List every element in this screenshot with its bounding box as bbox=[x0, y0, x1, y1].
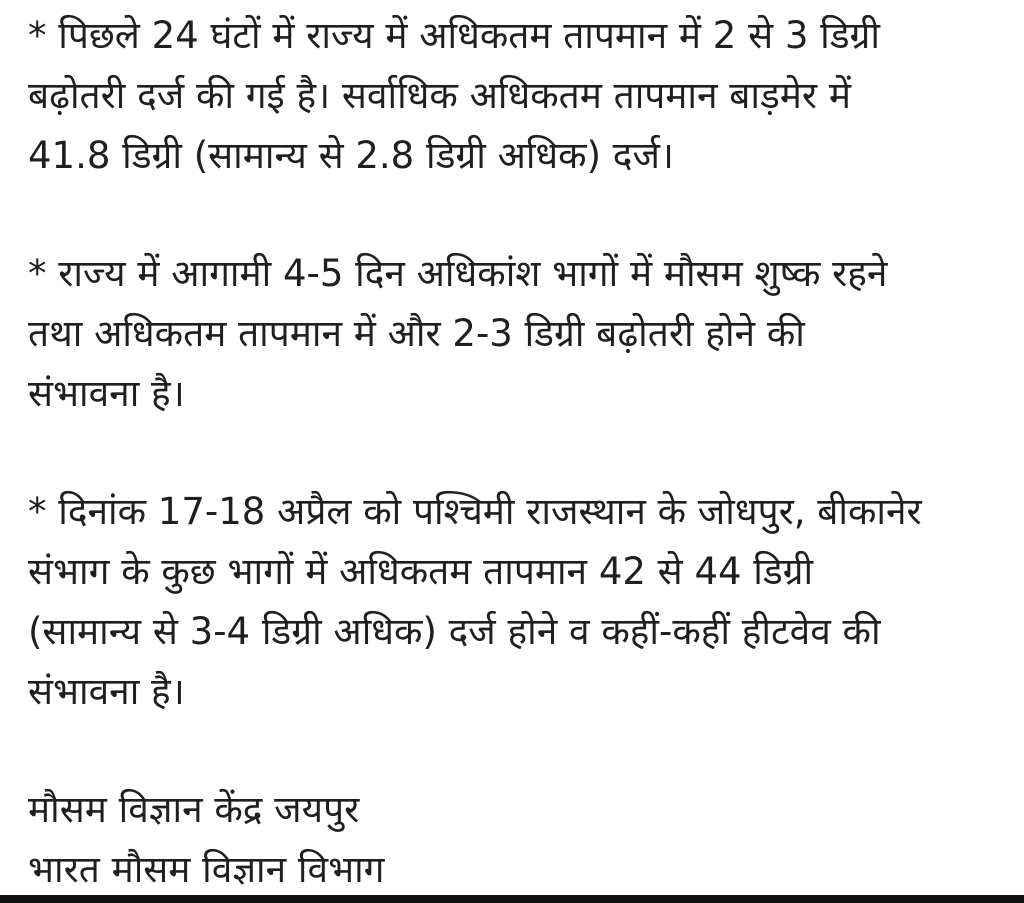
bulletin-line: 41.8 डिग्री (सामान्य से 2.8 डिग्री अधिक) दर्ज। bbox=[28, 134, 674, 177]
signature-block bbox=[28, 780, 996, 900]
bulletin-line: * दिनांक 17-18 अप्रैल को पश्चिमी राजस्थान के जोधपुर, बीकानेर bbox=[28, 490, 922, 533]
bulletin-line: * पिछले 24 घंटों में राज्य में अधिकतम तापमान में 2 से 3 डिग्री bbox=[28, 14, 881, 57]
bulletin-paragraph-1 bbox=[28, 6, 996, 186]
bulletin-line: संभावना है। bbox=[28, 372, 185, 415]
bulletin-line: बढ़ोतरी दर्ज की गई है। सर्वाधिक अधिकतम तापमान बाड़मेर में bbox=[28, 74, 851, 117]
bulletin-line: संभावना है। bbox=[28, 670, 185, 713]
bulletin-line: तथा अधिकतम तापमान में और 2-3 डिग्री बढ़ोतरी होने की bbox=[28, 312, 805, 355]
bottom-border bbox=[0, 895, 1024, 903]
bulletin-line: संभाग के कुछ भागों में अधिकतम तापमान 42 से 44 डिग्री bbox=[28, 550, 814, 593]
bulletin-line: (सामान्य से 3-4 डिग्री अधिक) दर्ज होने व कहीं-कहीं हीटवेव की bbox=[28, 610, 881, 653]
bulletin-paragraph-3 bbox=[28, 482, 996, 722]
bulletin-line: * राज्य में आगामी 4-5 दिन अधिकांश भागों में मौसम शुष्क रहने bbox=[28, 252, 888, 295]
signature-line-2: भारत मौसम विज्ञान विभाग bbox=[28, 848, 385, 891]
bulletin-paragraph-2 bbox=[28, 244, 996, 424]
signature-line-1: मौसम विज्ञान केंद्र जयपुर bbox=[28, 788, 360, 831]
